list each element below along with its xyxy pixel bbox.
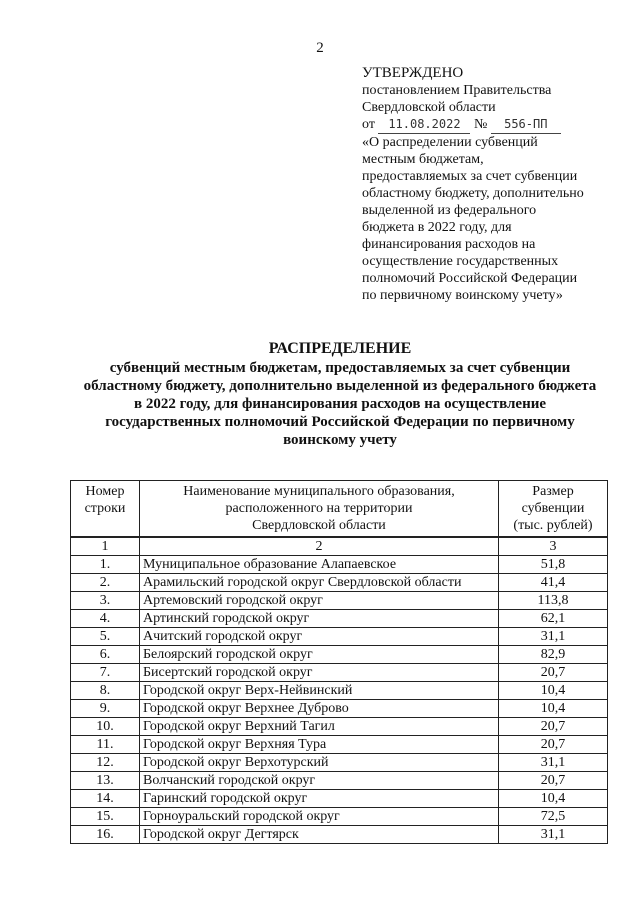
header-text: Наименование муниципального образования,	[183, 484, 455, 499]
header-text: субвенции	[521, 501, 585, 516]
column-number: 1	[71, 537, 140, 556]
approval-ref-line: осуществление государственных	[362, 254, 559, 269]
subvention-value: 51,8	[499, 556, 608, 574]
row-number: 5.	[71, 628, 140, 646]
column-number: 3	[499, 537, 608, 556]
approval-title: УТВЕРЖДЕНО	[362, 65, 464, 81]
row-number: 16.	[71, 826, 140, 844]
subvention-value: 20,7	[499, 718, 608, 736]
table-row	[71, 790, 608, 808]
municipality-name: Арамильский городской округ Свердловской области	[140, 574, 499, 592]
row-number: 14.	[71, 790, 140, 808]
table-row	[71, 700, 608, 718]
subvention-value: 82,9	[499, 646, 608, 664]
header-text: Размер	[532, 484, 574, 499]
title-line: государственных полномочий Российской Федерации по первичному	[105, 414, 575, 430]
column-number: 2	[140, 537, 499, 556]
document-title	[60, 340, 620, 449]
table-row	[71, 826, 608, 844]
table-row	[71, 754, 608, 772]
subvention-value: 62,1	[499, 610, 608, 628]
approval-number: 556-ПП	[491, 116, 561, 134]
subvention-value: 31,1	[499, 754, 608, 772]
header-row-number	[71, 481, 140, 538]
approval-block	[362, 65, 622, 304]
approval-date-number-line	[362, 116, 622, 134]
number-label: №	[473, 117, 488, 132]
table-row	[71, 682, 608, 700]
municipality-name: Ачитский городской округ	[140, 628, 499, 646]
municipality-name: Городской округ Верхняя Тура	[140, 736, 499, 754]
header-text: Свердловской области	[252, 518, 386, 533]
table-row	[71, 808, 608, 826]
header-text: Номер	[85, 484, 125, 499]
table-row	[71, 736, 608, 754]
table-row	[71, 610, 608, 628]
table-row	[71, 628, 608, 646]
header-text: строки	[84, 501, 126, 516]
header-text: расположенного на территории	[225, 501, 413, 516]
municipality-name: Артемовский городской округ	[140, 592, 499, 610]
approval-date: 11.08.2022	[378, 116, 470, 134]
title-line: субвенций местным бюджетам, предоставляемых за счет субвенции	[109, 360, 571, 376]
title-line: областному бюджету, дополнительно выделенной из федерального бюджета	[83, 378, 597, 394]
subvention-value: 72,5	[499, 808, 608, 826]
row-number: 1.	[71, 556, 140, 574]
municipality-name: Горноуральский городской округ	[140, 808, 499, 826]
subvention-value: 20,7	[499, 772, 608, 790]
subvention-value: 20,7	[499, 664, 608, 682]
municipality-name: Гаринский городской округ	[140, 790, 499, 808]
subvention-value: 20,7	[499, 736, 608, 754]
header-text: (тыс. рублей)	[513, 518, 593, 533]
municipality-name: Белоярский городской округ	[140, 646, 499, 664]
municipality-name: Городской округ Верхнее Дуброво	[140, 700, 499, 718]
table-row	[71, 556, 608, 574]
row-number: 9.	[71, 700, 140, 718]
table-body	[71, 537, 608, 844]
title-line: воинскому учету	[283, 432, 397, 448]
municipality-name: Городской округ Верх-Нейвинский	[140, 682, 499, 700]
approval-ref-line: «О распределении субвенций	[362, 135, 538, 150]
approval-ref-line: предоставляемых за счет субвенции	[362, 169, 578, 184]
row-number: 12.	[71, 754, 140, 772]
approval-ref-line: полномочий Российской Федерации	[362, 271, 578, 286]
approval-ref-line: по первичному воинскому учету»	[362, 288, 563, 303]
row-number: 3.	[71, 592, 140, 610]
municipality-name: Городской округ Верхотурский	[140, 754, 499, 772]
row-number: 6.	[71, 646, 140, 664]
row-number: 2.	[71, 574, 140, 592]
municipality-name: Муниципальное образование Алапаевское	[140, 556, 499, 574]
row-number: 8.	[71, 682, 140, 700]
approval-ref-line: бюджета в 2022 году, для	[362, 220, 512, 235]
approval-ref-line: финансирования расходов на	[362, 237, 536, 252]
column-number-row	[71, 537, 608, 556]
municipality-name: Городской округ Верхний Тагил	[140, 718, 499, 736]
subvention-value: 10,4	[499, 682, 608, 700]
row-number: 7.	[71, 664, 140, 682]
table-header-row	[71, 481, 608, 538]
row-number: 11.	[71, 736, 140, 754]
row-number: 13.	[71, 772, 140, 790]
subvention-value: 10,4	[499, 700, 608, 718]
row-number: 15.	[71, 808, 140, 826]
table-row	[71, 646, 608, 664]
municipality-name: Бисертский городской округ	[140, 664, 499, 682]
table-row	[71, 574, 608, 592]
subvention-value: 113,8	[499, 592, 608, 610]
municipality-name: Артинский городской округ	[140, 610, 499, 628]
distribution-table	[70, 480, 608, 844]
approval-ref-line: местным бюджетам,	[362, 152, 484, 167]
subvention-value: 31,1	[499, 628, 608, 646]
approval-line: постановлением Правительства	[362, 83, 552, 98]
subvention-value: 31,1	[499, 826, 608, 844]
municipality-name: Городской округ Дегтярск	[140, 826, 499, 844]
title-line: в 2022 году, для финансирования расходов на осуществление	[133, 396, 547, 412]
approval-ref-line: выделенной из федерального	[362, 203, 537, 218]
subvention-value: 10,4	[499, 790, 608, 808]
table-row	[71, 718, 608, 736]
row-number: 10.	[71, 718, 140, 736]
title-heading: РАСПРЕДЕЛЕНИЕ	[268, 340, 412, 357]
header-subvention-amount	[499, 481, 608, 538]
municipality-name: Волчанский городской округ	[140, 772, 499, 790]
approval-ref-line: областному бюджету, дополнительно	[362, 186, 584, 201]
table-row	[71, 664, 608, 682]
table-row	[71, 772, 608, 790]
row-number: 4.	[71, 610, 140, 628]
subvention-value: 41,4	[499, 574, 608, 592]
header-municipality-name	[140, 481, 499, 538]
from-label: от	[362, 117, 375, 132]
table-row	[71, 592, 608, 610]
page-number: 2	[316, 40, 324, 56]
approval-line: Свердловской области	[362, 100, 496, 115]
